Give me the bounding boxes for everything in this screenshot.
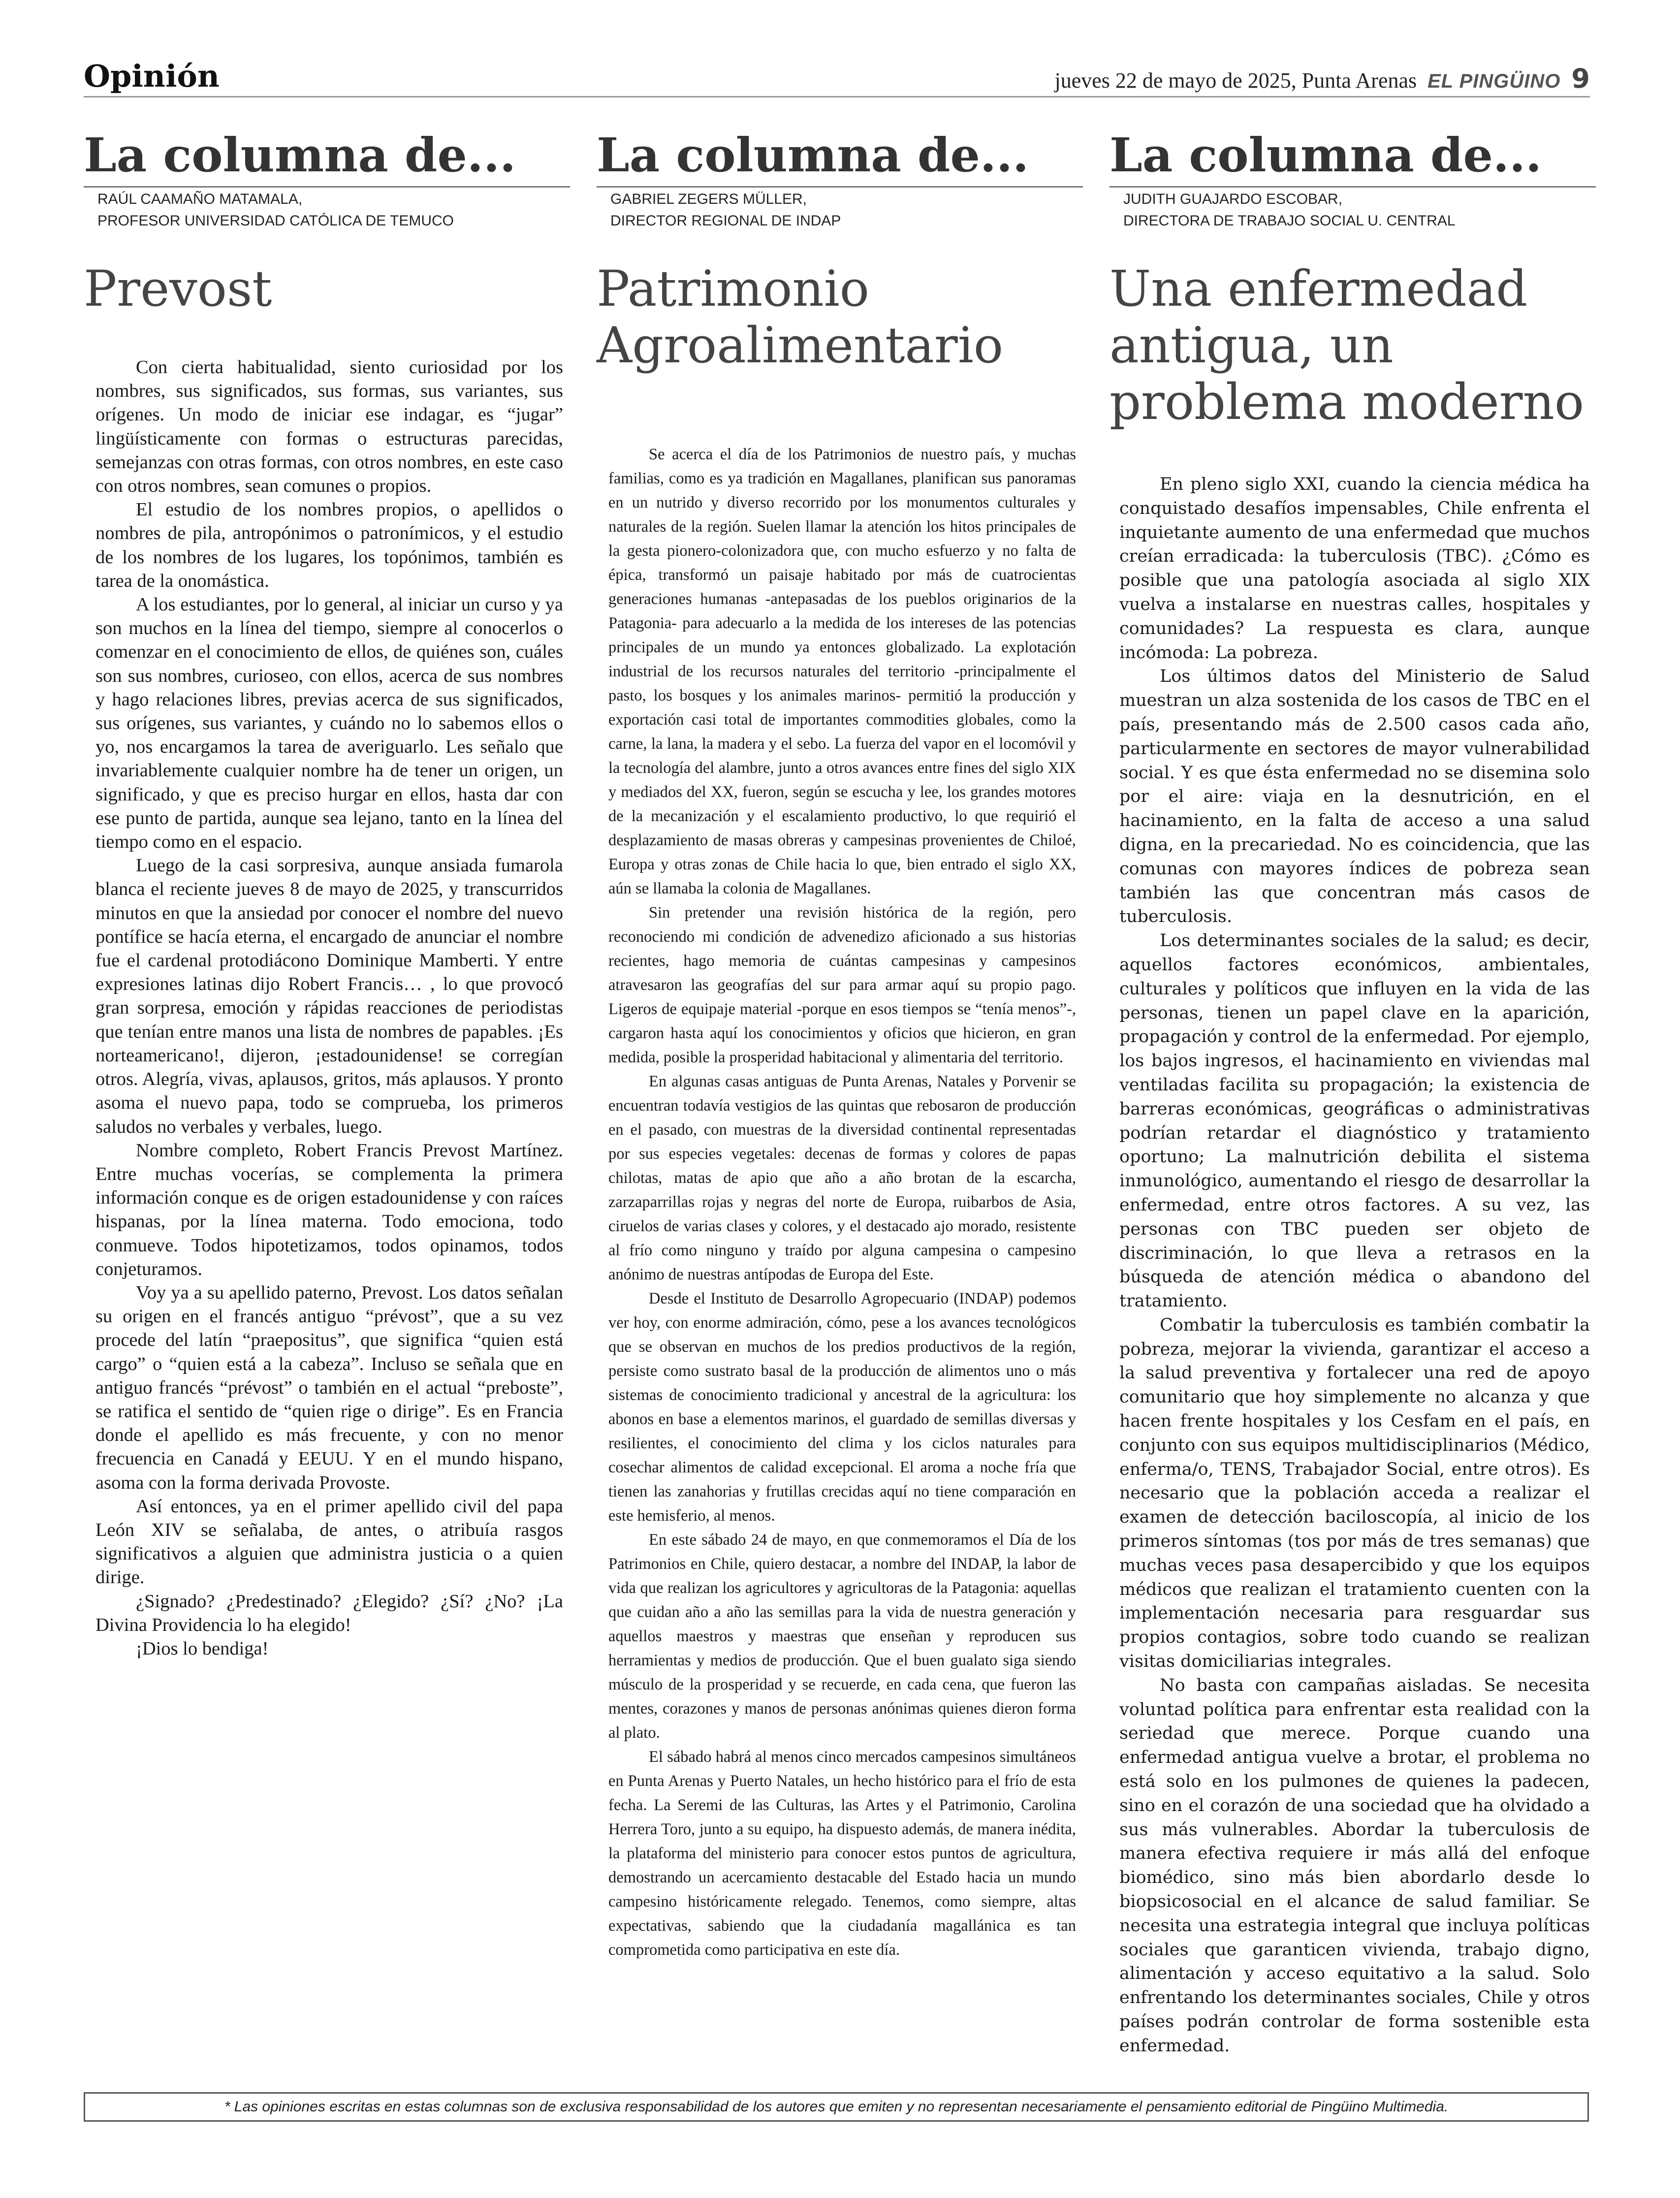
- section-name: Opinión: [84, 58, 220, 94]
- body-paragraph: ¿Signado? ¿Predestinado? ¿Elegido? ¿Sí? ¿No? ¡La Divina Providencia lo ha elegido!: [95, 1591, 563, 1635]
- author-title: DIRECTORA DE TRABAJO SOCIAL U. CENTRAL: [1123, 213, 1456, 229]
- body-paragraph: Luego de la casi sorpresiva, aunque ansiada fumarola blanca el reciente jueves 8 de mayo de 2025, y transcurridos minutos en que la ansiedad por conocer el nombre del nuevo pontífice se hacía eterna, el encargado de anunciar el nombre fue el cardenal protodiácono Dominique Mamberti. Y entre expresiones latinas dijo Robert Francis… , lo que provocó gran sorpresa, emoción y rápidas reacciones de periodistas que tenían entre manos una lista de nombres de papables. ¡Es norteamericano!, dijeron, ¡estadounidense! se corregían otros. Alegría, vivas, aplausos, gritos, más aplausos. Y pronto asoma el nuevo papa, todo se comprueba, los primeros saludos no verbales y verbales, luego.: [95, 855, 563, 1137]
- body-paragraph: A los estudiantes, por lo general, al iniciar un curso y ya son muchos en la línea del tiempo, siempre al conocerlos o comenzar en el conocimiento de ellos, de quiénes son, cuáles son sus nombres, curioseo, con ellos, acerca de sus nombres y hago relaciones libres, previas acerca de sus significados, sus orígenes, sus variantes, y cuándo no lo sabemos ellos o yo, nos encargamos la tarea de averiguarlo. Les señalo que invariablemente cualquier nombre ha de tener un origen, un significado, y que es preciso hurgar en ellos, hasta dar con ese punto de partida, aunque sea lejano, tanto en la línea del tiempo como en el espacio.: [95, 594, 563, 853]
- body-paragraph: El sábado habrá al menos cinco mercados campesinos simultáneos en Punta Arenas y Puerto Natales, un hecho histórico para el frío de esta fecha. La Seremi de las Culturas, las Artes y el Patrimonio, Carolina Herrera Toro, junto a su equipo, ha dispuesto además, de manera inédita, la plataforma del ministerio para conocer estos puntos de agricultura, demostrando un acercamiento destacable del Estado hacia un mundo campesino históricamente relegado. Tenemos, como siempre, altas expectativas, sabiendo que la ciudadanía magallánica es tan comprometida como participativa en este día.: [608, 1748, 1076, 1959]
- column-body: [1109, 473, 1596, 2058]
- column-guajardo: [1109, 129, 1596, 2058]
- body-paragraph: En este sábado 24 de mayo, en que conmemoramos el Día de los Patrimonios en Chile, quiero destacar, a nombre del INDAP, la labor de vida que realizan los agricultores y agricultoras de la Patagonia: aquellas que cuidan año a año las semillas para la vida de nuestra generación y aquellos maestros y maestras que enseñan y reproducen sus herramientas y medios de producción. Que el buen gualato siga siendo músculo de la prosperidad y se recuerde, en cada cena, que fueron las mentes, corazones y manos de personas anónimas quienes dieron forma al plato.: [608, 1531, 1076, 1742]
- column-kicker: La columna de...: [597, 128, 1029, 183]
- disclaimer-box: * Las opiniones escritas en estas columnas son de exclusiva responsabilidad de los autores que emiten y no representan necesariamente el pensamiento editorial de Pingüino Multimedia.: [84, 2092, 1589, 2122]
- body-paragraph: Los últimos datos del Ministerio de Salud muestran un alza sostenida de los casos de TBC en el país, presentando más de 2.500 casos cada año, particularmente en sectores de mayor vulnerabilidad social. Y es que ésta enfermedad no se disemina solo por el aire: viaja en la desnutrición, en el hacinamiento, en la falta de acceso a una salud digna, en la precariedad. No es coincidencia, que las comunas con mayores índices de pobreza sean también las que concentran más casos de tuberculosis.: [1119, 667, 1590, 927]
- author-name: JUDITH GUAJARDO ESCOBAR,: [1123, 191, 1343, 207]
- body-paragraph: Se acerca el día de los Patrimonios de nuestro país, y muchas familias, como es ya tradición en Magallanes, planifican sus panoramas en un nutrido y diverso recorrido por los monumentos culturales y naturales de la región. Suelen llamar la atención los hitos principales de la gesta pionero-colonizadora que, con mucho esfuerzo y no falta de épica, transformó un paisaje habitado por más de cuatrocientas generaciones humanas -antepasadas de los pueblos originarios de la Patagonia- para adecuarlo a la medida de los intereses de las potencias principales de un mundo ya entonces globalizado. La explotación industrial de los recursos naturales del territorio -principalmente el pasto, los bosques y los animales marinos- permitió la producción y exportación casi total de importantes commodities globales, como la carne, la lana, la madera y el sebo. La fuerza del vapor en el locomóvil y la tecnología del alambre, junto a otros avances entre fines del siglo XIX y mediados del XX, fueron, según se escucha y lee, los grandes motores de la mecanización y el escalamiento productivo, lo que requirió el desplazamiento de masas obreras y campesinas provenientes de Chiloé, Europa y otras zonas de Chile hacia lo que, bien entrado el siglo XX, aún se llamaba la colonia de Magallanes.: [608, 446, 1076, 897]
- body-paragraph: Nombre completo, Robert Francis Prevost Martínez. Entre muchas vocerías, se complementa la primera información conque es de origen estadounidense y con raíces hispanas, por la línea materna. Todo emociona, todo conmueve. Todos hipotetizamos, todos opinamos, todos conjeturamos.: [95, 1140, 563, 1279]
- body-paragraph: No basta con campañas aisladas. Se necesita voluntad política para enfrentar esta realidad con la seriedad que merece. Porque cuando una enfermedad antigua vuelve a brotar, el problema no está solo en los pulmones de quienes la padecen, sino en el corazón de una sociedad que ha olvidado a sus más vulnerables. Abordar la tuberculosis de manera efectiva requiere ir más allá del enfoque biomédico, sino más bien abordarlo desde lo biopsicosocial en el alcance de salud familiar. Se necesita una estrategia integral que incluya políticas sociales que garanticen vivienda, trabajo digno, alimentación y acceso equitativo a la salud. Solo enfrentando los determinantes sociales, Chile y otros países podrán controlar de forma sostenible esta enfermedad.: [1119, 1675, 1590, 2056]
- column-headline: Patrimonio Agroalimentario: [597, 260, 1004, 374]
- page-header: [84, 59, 1590, 97]
- column-zegers: [597, 129, 1083, 1962]
- page-number: 9: [1571, 63, 1590, 94]
- column-headline: Prevost: [84, 260, 272, 318]
- body-paragraph: El estudio de los nombres propios, o apellidos o nombres de pila, antropónimos o patronímicos, y el estudio de los nombres de los lugares, los topónimos, también es tarea de la onomástica.: [95, 499, 563, 591]
- body-paragraph: Desde el Instituto de Desarrollo Agropecuario (INDAP) podemos ver hoy, con enorme admiración, cómo, pese a los avances tecnológicos que se observan en muchos de los predios productivos de la región, persiste como sustrato basal de la producción de alimentos uno o más sistemas de conocimiento tradicional y ancestral de la agricultura: los abonos en base a elementos marinos, el guardado de semillas diversas y resilientes, el conocimiento del clima y los ciclos naturales para cosechar alimentos de calidad excepcional. El aroma a noche fría que tienen las zanahorias y frutillas crecidas aquí no tiene comparación en este hemisferio, al menos.: [608, 1290, 1076, 1525]
- body-paragraph: En pleno siglo XXI, cuando la ciencia médica ha conquistado desafíos impensables, Chile enfrenta el inquietante aumento de una enfermedad que muchos creían erradicada: la tuberculosis (TBC). ¿Cómo es posible que una patología asociada al siglo XIX vuelva a instalarse en nuestras calles, hospitales y comunidades? La respuesta es clara, aunque incómoda: La pobreza.: [1119, 475, 1590, 663]
- author-title: DIRECTOR REGIONAL DE INDAP: [610, 213, 841, 229]
- column-kicker: La columna de...: [84, 128, 516, 183]
- newspaper-logo: EL PINGÜINO: [1427, 70, 1561, 92]
- header-right: [1055, 63, 1590, 94]
- kicker-divider: [1109, 186, 1596, 188]
- body-paragraph: Así entonces, ya en el primer apellido civil del papa León XIV se señalaba, de antes, o atribuía rasgos significativos a alguien que administra justicia o a quien dirige.: [95, 1496, 563, 1588]
- body-paragraph: Sin pretender una revisión histórica de la región, pero reconociendo mi condición de advenedizo aficionado a sus historias recientes, hago memoria de cuántas campesinas y campesinos atravesaron las geografías del sur para armar aquí su propio pago. Ligeros de equipaje material -porque en esos tiempos se “tenía menos”-, cargaron hasta aquí los conocimientos y oficios que hicieron, en gran medida, posible la prosperidad habitacional y alimentaria del territorio.: [608, 904, 1076, 1066]
- author-title: PROFESOR UNIVERSIDAD CATÓLICA DE TEMUCO: [97, 213, 454, 229]
- kicker-divider: [597, 186, 1083, 188]
- column-headline: Una enfermedad antigua, un problema moderno: [1109, 260, 1585, 431]
- dateline: jueves 22 de mayo de 2025, Punta Arenas: [1054, 68, 1417, 93]
- body-paragraph: Los determinantes sociales de la salud; es decir, aquellos factores económicos, ambientales, culturales y políticos que influyen en la vida de las personas, tienen un papel clave en la aparición, propagación y control de la enfermedad. Por ejemplo, los bajos ingresos, el hacinamiento en viviendas mal ventiladas facilita su propagación; la existencia de barreras económicas, geográficas o administrativas podrían retardar el diagnóstico y tratamiento oportuno; La malnutrición debilita el sistema inmunológico, aumentando el riesgo de desarrollar la enfermedad, entre otros factores. A su vez, las personas con TBC pueden ser objeto de discriminación, lo que lleva a retrasos en la búsqueda de atención médica o abandono del tratamiento.: [1119, 931, 1590, 1311]
- kicker-divider: [84, 186, 570, 188]
- author-name: RAÚL CAAMAÑO MATAMALA,: [97, 191, 303, 207]
- body-paragraph: Voy ya a su apellido paterno, Prevost. Los datos señalan su origen en el francés antiguo “prévost”, que a su vez procede del latín “praepositus”, que significa “quien está cargo” o “quien está a la cabeza”. Incluso se señala que en antiguo francés “prévost” o también en el actual “preboste”, se ratifica el sentido de “quien rige o dirige”. Es en Francia donde el apellido es más frecuente, y con no menor frecuencia en Canadá y EEUU. Y en el mundo hispano, asoma con la forma derivada Provoste.: [95, 1282, 563, 1493]
- column-kicker: La columna de...: [1109, 128, 1542, 183]
- column-body: [597, 443, 1083, 1962]
- body-paragraph: ¡Dios lo bendiga!: [136, 1638, 269, 1659]
- column-body: [84, 355, 570, 1660]
- body-paragraph: En algunas casas antiguas de Punta Arenas, Natales y Porvenir se encuentran todavía vestigios de las quintas que rebosaron de producción en el pasado, con muestras de la diversidad continental representadas por sus especies vegetales: decenas de formas y colores de papas chilotas, matas de apio que año a año brotan de la escarcha, zarzaparrillas rojas y negras del norte de Europa, ruibarbos de Asia, ciruelos de varias clases y colores, y el destacado ajo morado, resistente al frío como ninguno y traído por alguna campesina o campesino anónimo de nuestras antípodas de Europa del Este.: [608, 1073, 1076, 1283]
- body-paragraph: Con cierta habitualidad, siento curiosidad por los nombres, sus significados, sus formas, sus variantes, sus orígenes. Un modo de iniciar ese indagar, es “jugar” lingüísticamente con formas o estructuras parecidas, semejanzas con otras formas, con otros nombres, en este caso con otros nombres, sean comunes o propios.: [95, 357, 563, 497]
- body-paragraph: Combatir la tuberculosis es también combatir la pobreza, mejorar la vivienda, garantizar el acceso a la salud preventiva y fortalecer una red de apoyo comunitario que hoy simplemente no alcanza y que hacen frente hospitales y los Cesfam en el país, en conjunto con sus equipos multidisciplinarios (Médico, enferma/o, TENS, Trabajador Social, entre otros). Es necesario que la población acceda a realizar el examen de detección baciloscopía, al inicio de los primeros síntomas (tos por más de tres semanas) que muchas veces pasa desapercibido y que los equipos médicos que realizan el tratamiento cuenten con la implementación necesaria para resguardar sus propios contagios, sobre todo cuando se realizan visitas domiciliarias integrales.: [1119, 1315, 1590, 1672]
- column-caamano: [84, 129, 570, 1660]
- author-name: GABRIEL ZEGERS MÜLLER,: [610, 191, 807, 207]
